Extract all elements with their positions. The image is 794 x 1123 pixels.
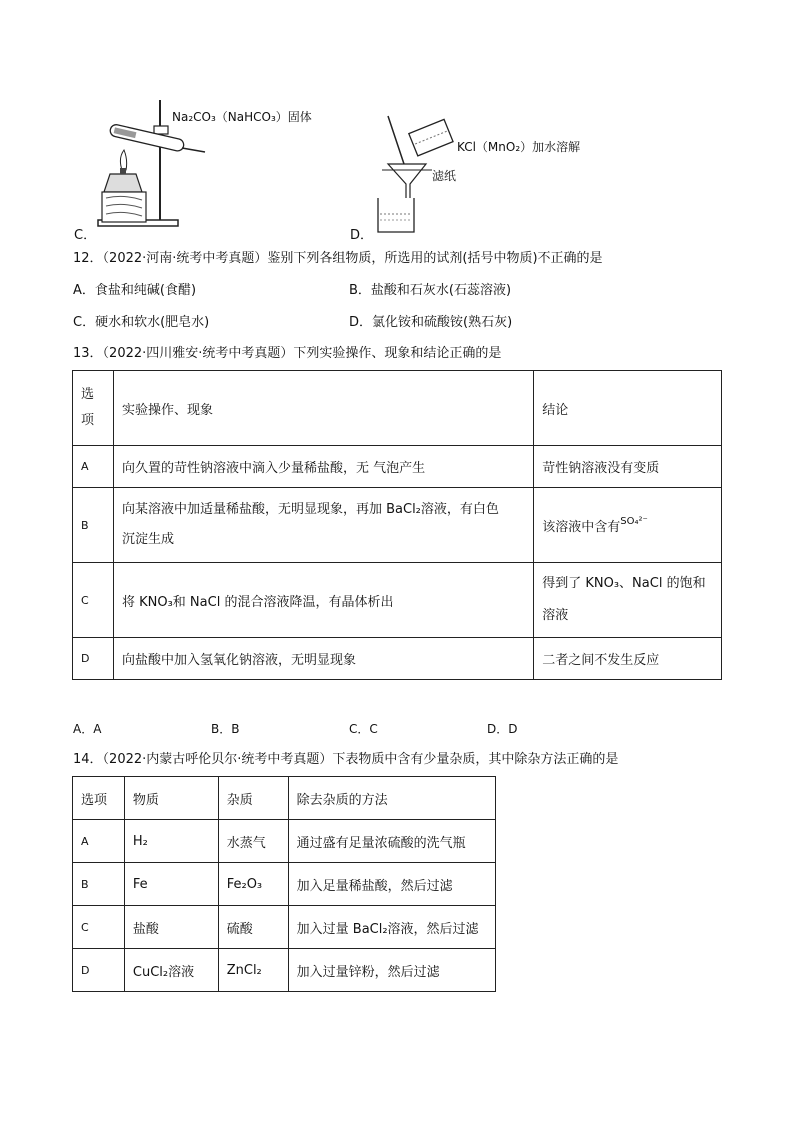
question-13-stem: 13．（2022·四川雅安·统考中考真题）下列实验操作、现象和结论正确的是 xyxy=(73,346,502,361)
header-option-line2: 项 xyxy=(81,413,95,428)
table-header-row xyxy=(73,371,722,446)
header-option: 选项 xyxy=(73,777,125,820)
header-operation: 实验操作、现象 xyxy=(113,371,533,446)
option-d-letter: D． xyxy=(350,228,374,243)
row-conclusion: 苛性钠溶液没有变质 xyxy=(534,446,722,488)
row-conclusion xyxy=(534,488,722,563)
row-operation-line1: 向某溶液中加适量稀盐酸，无明显现象，再加 BaCl₂溶液，有白色 xyxy=(121,502,499,517)
header-option xyxy=(73,371,114,446)
header-impurity: 杂质 xyxy=(218,777,288,820)
row-letter: A xyxy=(73,446,114,488)
row-substance: Fe xyxy=(124,863,218,906)
row-operation xyxy=(113,488,533,563)
row-conclusion-line2: 溶液 xyxy=(542,608,569,623)
row-operation-line2: 沉淀生成 xyxy=(121,532,174,547)
table-header-row xyxy=(73,777,496,820)
table-row xyxy=(73,906,496,949)
row-letter: B xyxy=(73,488,114,563)
question-13-answer-b: B．B xyxy=(211,722,240,736)
header-option-line1: 选 xyxy=(81,387,95,402)
table-row xyxy=(73,446,722,488)
figure-d-label-2: 滤纸 xyxy=(432,169,457,183)
question-13-table xyxy=(72,370,722,680)
row-method: 加入过量锌粉，然后过滤 xyxy=(288,949,495,992)
row-letter: A xyxy=(73,820,125,863)
row-method: 通过盛有足量浓硫酸的洗气瓶 xyxy=(288,820,495,863)
row-operation: 将 KNO₃和 NaCl 的混合溶液降温，有晶体析出 xyxy=(113,563,533,638)
row-operation: 向盐酸中加入氢氧化钠溶液，无明显现象 xyxy=(113,638,533,680)
row-method: 加入足量稀盐酸，然后过滤 xyxy=(288,863,495,906)
row-impurity: ZnCl₂ xyxy=(218,949,288,992)
question-13-answer-d: D．D xyxy=(487,722,518,736)
question-13-answer-a: A．A xyxy=(73,722,102,736)
table-row xyxy=(73,563,722,638)
question-12-option-c: C．硬水和软水(肥皂水) xyxy=(73,315,210,330)
row-conclusion xyxy=(534,563,722,638)
row-substance: 盐酸 xyxy=(124,906,218,949)
row-letter: B xyxy=(73,863,125,906)
row-impurity: Fe₂O₃ xyxy=(218,863,288,906)
question-14-table xyxy=(72,776,496,992)
header-conclusion: 结论 xyxy=(534,371,722,446)
table-row xyxy=(73,949,496,992)
row-conclusion: 二者之间不发生反应 xyxy=(534,638,722,680)
row-impurity: 硫酸 xyxy=(218,906,288,949)
header-method: 除去杂质的方法 xyxy=(288,777,495,820)
row-letter: D xyxy=(73,638,114,680)
table-row xyxy=(73,863,496,906)
figure-c-label: Na₂CO₃（NaHCO₃）固体 xyxy=(172,110,312,124)
question-12-stem: 12．（2022·河南·统考中考真题）鉴别下列各组物质，所选用的试剂(括号中物质)不正确的是 xyxy=(73,251,603,266)
row-impurity: 水蒸气 xyxy=(218,820,288,863)
question-12-option-a: A．食盐和纯碱(食醋) xyxy=(73,283,197,298)
figure-d-label-1: KCl（MnO₂）加水溶解 xyxy=(457,140,581,154)
row-letter: C xyxy=(73,906,125,949)
question-12-option-b: B．盐酸和石灰水(石蕊溶液) xyxy=(349,283,512,298)
row-conclusion-text: 该溶液中含有 xyxy=(542,519,621,535)
question-13-answer-c: C．C xyxy=(349,722,378,736)
table-row xyxy=(73,638,722,680)
question-12-option-d: D．氯化铵和硫酸铵(熟石灰) xyxy=(349,315,513,330)
row-substance: CuCl₂溶液 xyxy=(124,949,218,992)
header-substance: 物质 xyxy=(124,777,218,820)
row-substance: H₂ xyxy=(124,820,218,863)
option-c-letter: C． xyxy=(74,228,97,243)
row-method: 加入过量 BaCl₂溶液，然后过滤 xyxy=(288,906,495,949)
sulfate-ion: SO₄²⁻ xyxy=(620,515,648,527)
table-row xyxy=(73,488,722,563)
row-letter: D xyxy=(73,949,125,992)
table-row xyxy=(73,820,496,863)
row-operation: 向久置的苛性钠溶液中滴入少量稀盐酸，无 气泡产生 xyxy=(113,446,533,488)
row-conclusion-line1: 得到了 KNO₃、NaCl 的饱和 xyxy=(542,576,706,591)
question-14-stem: 14．（2022·内蒙古呼伦贝尔·统考中考真题）下表物质中含有少量杂质，其中除杂方法正确的是 xyxy=(73,752,619,767)
row-letter: C xyxy=(73,563,114,638)
